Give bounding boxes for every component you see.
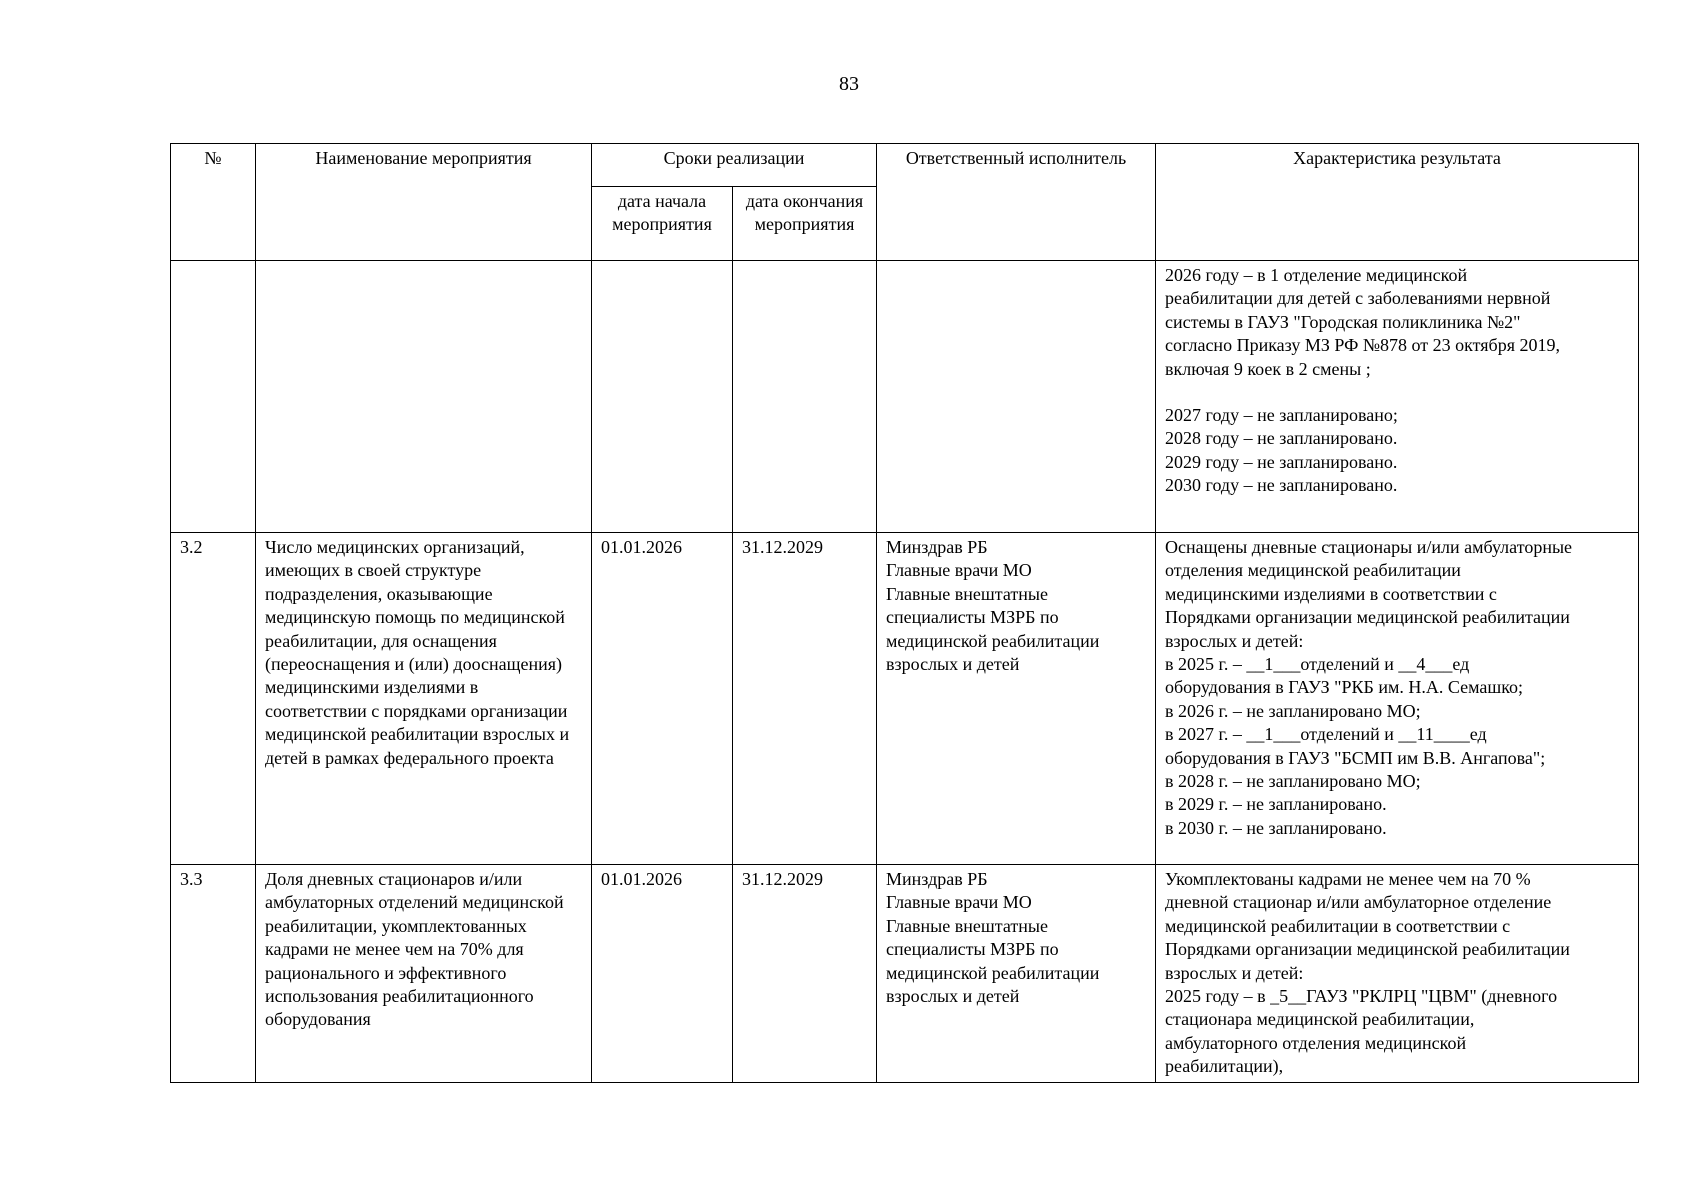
row-start-date: 01.01.2026 bbox=[592, 533, 733, 865]
result-line: медицинскими изделиями в соответствии с bbox=[1165, 583, 1497, 604]
row-result bbox=[1156, 865, 1639, 1083]
executor-line: Главные внештатные специалисты МЗРБ по медицинской реабилитации взрослых и детей bbox=[886, 915, 1100, 1007]
row-start-date bbox=[592, 261, 733, 533]
result-line: стационара медицинской реабилитации, bbox=[1165, 1009, 1475, 1030]
result-line: 2030 году – не запланировано. bbox=[1165, 475, 1398, 496]
header-result: Характеристика результата bbox=[1156, 144, 1639, 261]
result-line: Порядками организации медицинской реабилитации bbox=[1165, 607, 1570, 628]
result-line: системы в ГАУЗ "Городская поликлиника №2" bbox=[1165, 311, 1521, 332]
result-line: согласно Приказу МЗ РФ №878 от 23 октября 2019, bbox=[1165, 335, 1560, 356]
header-start-date: дата начала мероприятия bbox=[592, 187, 733, 261]
result-line: в 2026 г. – не запланировано МО; bbox=[1165, 700, 1421, 721]
result-line: Порядками организации медицинской реабилитации bbox=[1165, 939, 1570, 960]
result-line: 2026 году – в 1 отделение медицинской bbox=[1165, 265, 1468, 285]
row-name: Доля дневных стационаров и/или амбулаторных отделений медицинской реабилитации, укомплектованных кадрами не менее чем на 70% для рационального и эффективного использования реабилитационного оборудования bbox=[256, 865, 592, 1083]
result-line: в 2030 г. – не запланировано. bbox=[1165, 817, 1387, 838]
result-line: медицинской реабилитации в соответствии с bbox=[1165, 915, 1511, 936]
row-executor bbox=[877, 533, 1156, 865]
paragraph-gap bbox=[1165, 381, 1629, 404]
executor-line: Минздрав РБ bbox=[886, 537, 988, 557]
executor-line: Главные врачи МО bbox=[886, 560, 1032, 581]
row-result bbox=[1156, 533, 1639, 865]
row-end-date: 31.12.2029 bbox=[733, 533, 877, 865]
result-line: реабилитации), bbox=[1165, 1056, 1284, 1077]
row-result bbox=[1156, 261, 1639, 533]
row-name bbox=[256, 261, 592, 533]
row-end-date: 31.12.2029 bbox=[733, 865, 877, 1083]
result-line: 2027 году – не запланировано; bbox=[1165, 405, 1398, 426]
row-num: 3.3 bbox=[171, 865, 256, 1083]
row-executor bbox=[877, 261, 1156, 533]
result-line: дневной стационар и/или амбулаторное отделение bbox=[1165, 892, 1552, 913]
result-line: реабилитации для детей с заболеваниями нервной bbox=[1165, 288, 1551, 309]
header-executor: Ответственный исполнитель bbox=[877, 144, 1156, 261]
header-end-date: дата окончания мероприятия bbox=[733, 187, 877, 261]
result-line: 2029 году – не запланировано. bbox=[1165, 451, 1398, 472]
header-dates: Сроки реализации bbox=[592, 144, 877, 187]
result-line: оборудования в ГАУЗ "РКБ им. Н.А. Семашко; bbox=[1165, 677, 1524, 698]
result-line: Укомплектованы кадрами не менее чем на 70 % bbox=[1165, 869, 1531, 889]
executor-line: Главные врачи МО bbox=[886, 892, 1032, 913]
executor-line: Минздрав РБ bbox=[886, 869, 988, 889]
row-executor bbox=[877, 865, 1156, 1083]
result-line: 2025 году – в _5__ГАУЗ "РКЛРЦ "ЦВМ" (дневного bbox=[1165, 986, 1558, 1007]
table-row bbox=[171, 533, 1639, 865]
result-line: амбулаторного отделения медицинской bbox=[1165, 1032, 1467, 1053]
activities-table bbox=[170, 143, 1639, 1083]
table-row bbox=[171, 865, 1639, 1083]
row-end-date bbox=[733, 261, 877, 533]
header-name: Наименование мероприятия bbox=[256, 144, 592, 261]
result-line: оборудования в ГАУЗ "БСМП им В.В. Ангапова"; bbox=[1165, 747, 1546, 768]
table-header bbox=[171, 144, 1639, 261]
result-line: взрослых и детей: bbox=[1165, 630, 1304, 651]
result-line: в 2029 г. – не запланировано. bbox=[1165, 794, 1387, 815]
result-line: отделения медицинской реабилитации bbox=[1165, 560, 1461, 581]
result-line: в 2028 г. – не запланировано МО; bbox=[1165, 771, 1421, 792]
result-line: взрослых и детей: bbox=[1165, 962, 1304, 983]
page-number: 83 bbox=[839, 73, 859, 95]
row-num bbox=[171, 261, 256, 533]
result-line: Оснащены дневные стационары и/или амбулаторные bbox=[1165, 537, 1573, 557]
result-line: в 2025 г. – __1___отделений и __4___ед bbox=[1165, 654, 1470, 675]
result-line: в 2027 г. – __1___отделений и __11____ед bbox=[1165, 724, 1487, 745]
result-line: 2028 году – не запланировано. bbox=[1165, 428, 1398, 449]
header-num: № bbox=[171, 144, 256, 261]
row-name: Число медицинских организаций, имеющих в своей структуре подразделения, оказывающие медицинскую помощь по медицинской реабилитации, для оснащения (переоснащения и (или) дооснащения) медицинскими изделиями в соответствии с порядками организации медицинской реабилитации взрослых и детей в рамках федерального проекта bbox=[256, 533, 592, 865]
row-start-date: 01.01.2026 bbox=[592, 865, 733, 1083]
executor-line: Главные внештатные специалисты МЗРБ по медицинской реабилитации взрослых и детей bbox=[886, 583, 1100, 675]
result-line: включая 9 коек в 2 смены ; bbox=[1165, 358, 1371, 379]
row-num: 3.2 bbox=[171, 533, 256, 865]
table-row bbox=[171, 261, 1639, 533]
